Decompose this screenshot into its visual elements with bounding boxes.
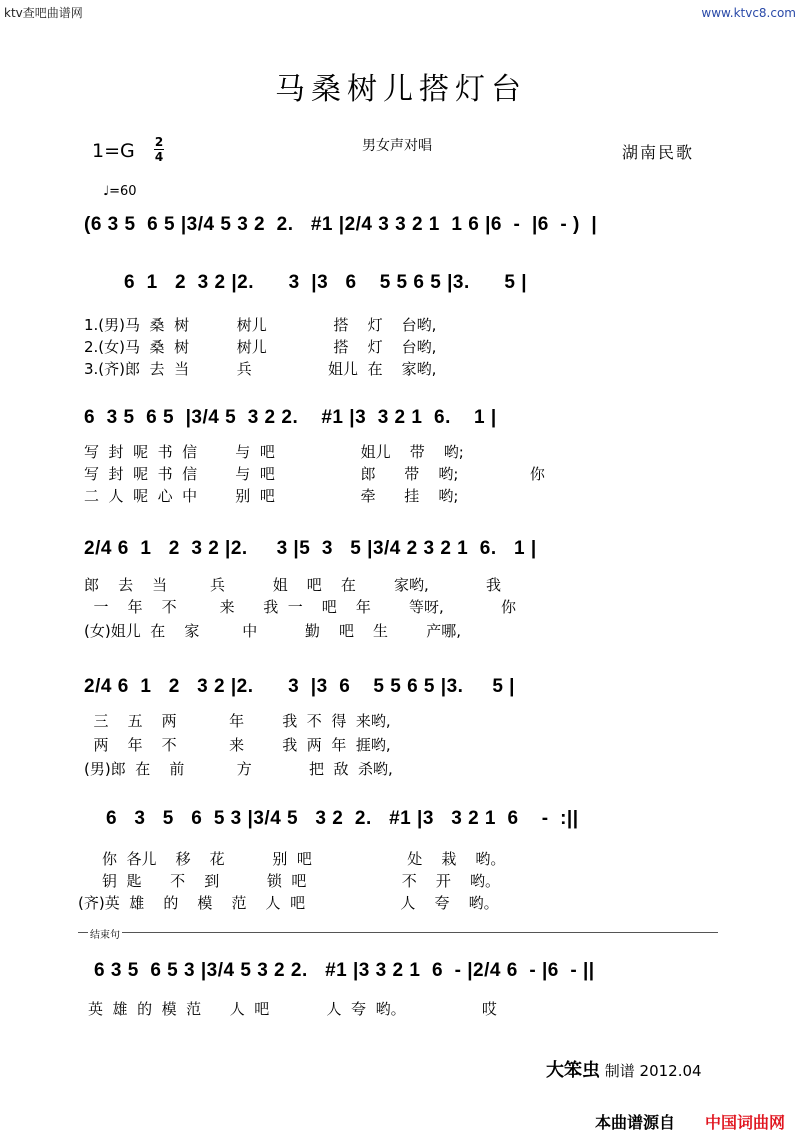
notation-line: 6 3 5 6 5 3 |3/4 5 3 2 2. #1 |3 3 2 1 6 - |2/4 6 - |6 - || bbox=[94, 960, 595, 981]
notation-line: 6 1 2 3 2 |2. 3 |3 6 5 5 6 5 |3. 5 | bbox=[124, 272, 528, 293]
score-system-5 bbox=[84, 674, 724, 784]
song-origin: 湖南民歌 bbox=[622, 143, 695, 162]
score-system-1 bbox=[84, 212, 724, 242]
score-system-6 bbox=[78, 806, 724, 916]
notation-line: 2/4 6 1 2 3 2 |2. 3 |5 3 5 |3/4 2 3 2 1 6. 1 | bbox=[84, 538, 537, 559]
time-signature-bottom: 4 bbox=[154, 150, 164, 164]
lyric-verse-3: (齐)英 雄 的 模 范 人 吧 人 夸 哟。 bbox=[78, 894, 499, 912]
lyric-verse-1: 1.(男)马 桑 树 树儿 搭 灯 台哟, bbox=[84, 316, 437, 334]
lyric-verse-1: 你 各儿 移 花 别 吧 处 栽 哟。 bbox=[102, 850, 506, 868]
lyric-verse-2: 写 封 呢 书 信 与 吧 郎 带 哟; 你 bbox=[84, 465, 545, 483]
footer-source-label: 本曲谱源自 bbox=[595, 1113, 676, 1132]
lyric-ending: 英 雄 的 模 范 人 吧 人 夸 哟。 哎 bbox=[88, 1000, 497, 1018]
notation-line: 2/4 6 1 2 3 2 |2. 3 |3 6 5 5 6 5 |3. 5 | bbox=[84, 676, 515, 697]
lyric-verse-2: 两 年 不 来 我 两 年 捱哟, bbox=[84, 736, 391, 754]
notation-line: 6 3 5 6 5 3 |3/4 5 3 2 2. #1 |3 3 2 1 6 - :|| bbox=[106, 808, 579, 829]
ending-bracket bbox=[78, 932, 718, 934]
lyric-verse-1: 写 封 呢 书 信 与 吧 姐儿 带 哟; bbox=[84, 443, 464, 461]
lyric-verse-1: 郎 去 当 兵 姐 吧 在 家哟, 我 bbox=[84, 576, 502, 594]
lyric-verse-2: 一 年 不 来 我 一 吧 年 等呀, 你 bbox=[84, 598, 517, 616]
time-signature bbox=[154, 136, 164, 163]
tempo-marking: ♩=60 bbox=[103, 184, 137, 199]
notation-line: 6 3 5 6 5 |3/4 5 3 2 2. #1 |3 3 2 1 6. 1 | bbox=[84, 407, 497, 428]
performance-note: 男女声对唱 bbox=[362, 138, 432, 154]
key-signature bbox=[92, 135, 164, 164]
ending-label: 结束句 bbox=[88, 926, 122, 941]
key-label: 1=G bbox=[92, 140, 135, 162]
transcriber-signature: 大笨虫 bbox=[546, 1060, 600, 1081]
lyric-verse-3: (女)姐儿 在 家 中 勤 吧 生 产哪, bbox=[84, 622, 461, 640]
credit-text: 制谱 2012.04 bbox=[604, 1062, 702, 1080]
lyric-verse-3: 二 人 呢 心 中 别 吧 牵 挂 哟; bbox=[84, 487, 459, 505]
lyric-verse-3: 3.(齐)郎 去 当 兵 姐儿 在 家哟, bbox=[84, 360, 437, 378]
notation-line: (6 3 5 6 5 |3/4 5 3 2 2. #1 |2/4 3 3 2 1 1 6 |6 - |6 - ) | bbox=[84, 214, 598, 235]
lyric-verse-3: (男)郎 在 前 方 把 敌 杀哟, bbox=[84, 760, 393, 778]
transcriber-credit bbox=[546, 1056, 702, 1082]
lyric-verse-2: 2.(女)马 桑 树 树儿 搭 灯 台哟, bbox=[84, 338, 437, 356]
song-title: 马桑树儿搭灯台 bbox=[275, 72, 527, 107]
score-system-4 bbox=[84, 536, 724, 646]
lyric-verse-1: 三 五 两 年 我 不 得 来哟, bbox=[84, 712, 391, 730]
score-ending bbox=[84, 958, 724, 1028]
watermark-right[interactable]: www.ktvc8.com bbox=[701, 6, 796, 20]
score-system-3 bbox=[84, 405, 724, 515]
time-signature-top: 2 bbox=[154, 135, 164, 149]
footer-site-link[interactable]: 中国词曲网 bbox=[705, 1113, 786, 1132]
score-system-2 bbox=[84, 270, 724, 390]
lyric-verse-2: 钥 匙 不 到 锁 吧 不 开 哟。 bbox=[102, 872, 500, 890]
watermark-left: ktv查吧曲谱网 bbox=[4, 6, 83, 20]
